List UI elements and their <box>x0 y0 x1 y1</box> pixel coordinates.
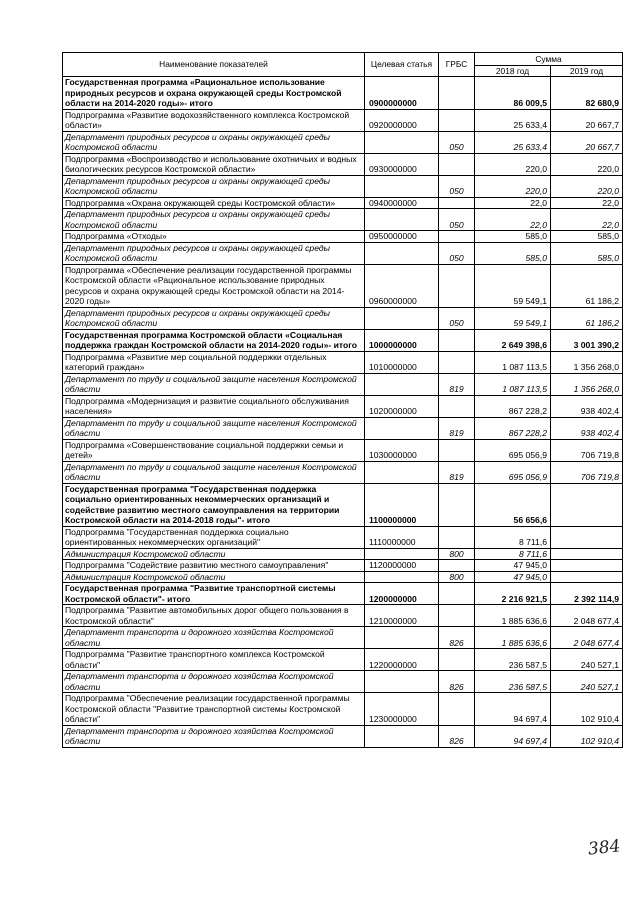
table-row <box>63 583 623 605</box>
table-row <box>63 197 623 209</box>
header-name: Наименование показателей <box>63 53 365 77</box>
cell-name: Подпрограмма «Модернизация и развитие социального обслуживания населения» <box>63 395 365 417</box>
cell-y1: 86 009,5 <box>475 77 551 110</box>
cell-name: Департамент по труду и социальной защите населения Костромской области <box>63 373 365 395</box>
cell-code <box>365 627 439 649</box>
cell-y2: 82 680,9 <box>551 77 623 110</box>
cell-name: Государственная программа "Государственная поддержка социально ориентированных некоммерческих организаций и содействие развитию местного самоуправления на территории Костромской области на 2014-2018 годы"- итого <box>63 483 365 526</box>
cell-y2: 61 186,2 <box>551 307 623 329</box>
cell-y2 <box>551 571 623 583</box>
cell-grbs: 050 <box>439 307 475 329</box>
cell-name: Подпрограмма «Совершенствование социальной поддержки семьи и детей» <box>63 439 365 461</box>
table-row <box>63 627 623 649</box>
cell-y2: 220,0 <box>551 175 623 197</box>
cell-name: Государственная программа «Рациональное использование природных ресурсов и охрана окружающей среды Костромской области на 2014-2020 годы»- итого <box>63 77 365 110</box>
table-row <box>63 461 623 483</box>
cell-y1: 236 587,5 <box>475 649 551 671</box>
cell-name: Департамент природных ресурсов и охраны окружающей среды Костромской области <box>63 242 365 264</box>
cell-y1: 47 945,0 <box>475 571 551 583</box>
cell-y1: 2 216 921,5 <box>475 583 551 605</box>
cell-name: Департамент по труду и социальной защите населения Костромской области <box>63 417 365 439</box>
cell-y2: 706 719,8 <box>551 439 623 461</box>
cell-grbs: 050 <box>439 131 475 153</box>
table-row <box>63 483 623 526</box>
cell-y2: 102 910,4 <box>551 693 623 726</box>
cell-y2: 240 527,1 <box>551 649 623 671</box>
cell-code: 0930000000 <box>365 153 439 175</box>
cell-code <box>365 242 439 264</box>
cell-grbs <box>439 439 475 461</box>
table-row <box>63 242 623 264</box>
cell-y1: 2 649 398,6 <box>475 329 551 351</box>
cell-code: 1230000000 <box>365 693 439 726</box>
cell-name: Департамент природных ресурсов и охраны окружающей среды Костромской области <box>63 131 365 153</box>
cell-grbs: 819 <box>439 417 475 439</box>
table-row <box>63 351 623 373</box>
cell-code <box>365 571 439 583</box>
cell-y1: 56 656,6 <box>475 483 551 526</box>
cell-code <box>365 548 439 560</box>
page-number: 384 <box>587 836 622 860</box>
cell-y1: 585,0 <box>475 242 551 264</box>
cell-grbs <box>439 351 475 373</box>
table-row <box>63 395 623 417</box>
cell-code: 0960000000 <box>365 264 439 307</box>
cell-code: 1220000000 <box>365 649 439 671</box>
cell-y2: 2 048 677,4 <box>551 605 623 627</box>
cell-name: Подпрограмма «Развитие водохозяйственного комплекса Костромской области» <box>63 109 365 131</box>
cell-code <box>365 209 439 231</box>
header-year-2018: 2018 год <box>475 66 551 77</box>
cell-y1: 1 087 113,5 <box>475 351 551 373</box>
cell-y2: 585,0 <box>551 242 623 264</box>
cell-code: 1010000000 <box>365 351 439 373</box>
cell-name: Департамент по труду и социальной защите населения Костромской области <box>63 461 365 483</box>
header-sum: Сумма <box>475 53 623 66</box>
table-row <box>63 153 623 175</box>
cell-y2: 938 402,4 <box>551 395 623 417</box>
cell-y1: 867 228,2 <box>475 395 551 417</box>
cell-grbs <box>439 109 475 131</box>
cell-grbs <box>439 693 475 726</box>
header-code: Целевая статья <box>365 53 439 77</box>
table-row <box>63 649 623 671</box>
table-row <box>63 693 623 726</box>
cell-y1: 22,0 <box>475 197 551 209</box>
cell-name: Государственная программа Костромской области «Социальная поддержка граждан Костромской области на 2014-2020 годы»- итого <box>63 329 365 351</box>
cell-y1: 695 056,9 <box>475 439 551 461</box>
cell-name: Департамент транспорта и дорожного хозяйства Костромской области <box>63 671 365 693</box>
cell-y2: 220,0 <box>551 153 623 175</box>
cell-code <box>365 175 439 197</box>
cell-name: Подпрограмма "Развитие транспортного комплекса Костромской области" <box>63 649 365 671</box>
cell-name: Подпрограмма "Содействие развитию местного самоуправления" <box>63 560 365 572</box>
cell-code: 1200000000 <box>365 583 439 605</box>
header-grbs: ГРБС <box>439 53 475 77</box>
cell-grbs <box>439 153 475 175</box>
cell-code <box>365 725 439 747</box>
cell-y2 <box>551 483 623 526</box>
cell-grbs <box>439 77 475 110</box>
cell-code: 0900000000 <box>365 77 439 110</box>
cell-y2 <box>551 548 623 560</box>
cell-y1: 22,0 <box>475 209 551 231</box>
cell-y2 <box>551 526 623 548</box>
cell-grbs <box>439 264 475 307</box>
cell-grbs: 819 <box>439 373 475 395</box>
cell-name: Подпрограмма «Обеспечение реализации государственной программы Костромской области «Рациональное использование природных ресурсов и охрана окружающей среды Костромской области на 2014-2020 годы» <box>63 264 365 307</box>
cell-y2: 706 719,8 <box>551 461 623 483</box>
cell-grbs: 819 <box>439 461 475 483</box>
cell-code: 0950000000 <box>365 231 439 243</box>
cell-grbs: 826 <box>439 671 475 693</box>
table-row <box>63 77 623 110</box>
cell-code <box>365 671 439 693</box>
table-body <box>63 77 623 748</box>
cell-y1: 236 587,5 <box>475 671 551 693</box>
table-row <box>63 417 623 439</box>
cell-code <box>365 461 439 483</box>
table-row <box>63 209 623 231</box>
cell-grbs <box>439 649 475 671</box>
table-row <box>63 671 623 693</box>
cell-y1: 585,0 <box>475 231 551 243</box>
cell-y1: 1 885 636,6 <box>475 605 551 627</box>
table-row <box>63 560 623 572</box>
cell-y2: 22,0 <box>551 209 623 231</box>
cell-grbs: 800 <box>439 571 475 583</box>
cell-y2: 20 667,7 <box>551 109 623 131</box>
cell-name: Департамент транспорта и дорожного хозяйства Костромской области <box>63 725 365 747</box>
table-row <box>63 264 623 307</box>
table-row <box>63 526 623 548</box>
cell-y2: 22,0 <box>551 197 623 209</box>
cell-grbs <box>439 197 475 209</box>
cell-y1: 25 633,4 <box>475 109 551 131</box>
cell-grbs: 050 <box>439 175 475 197</box>
cell-grbs <box>439 583 475 605</box>
cell-code: 1030000000 <box>365 439 439 461</box>
cell-code <box>365 373 439 395</box>
table-row <box>63 439 623 461</box>
cell-y2: 2 392 114,9 <box>551 583 623 605</box>
table-row <box>63 548 623 560</box>
cell-y1: 94 697,4 <box>475 725 551 747</box>
cell-name: Подпрограмма "Государственная поддержка социально ориентированных некоммерческих организаций" <box>63 526 365 548</box>
cell-grbs: 050 <box>439 242 475 264</box>
cell-code <box>365 131 439 153</box>
cell-y2: 1 356 268,0 <box>551 373 623 395</box>
cell-code: 1000000000 <box>365 329 439 351</box>
table-row <box>63 231 623 243</box>
cell-name: Администрация Костромской области <box>63 548 365 560</box>
cell-grbs <box>439 560 475 572</box>
table-row <box>63 373 623 395</box>
cell-y2: 1 356 268,0 <box>551 351 623 373</box>
cell-name: Подпрограмма «Охрана окружающей среды Костромской области» <box>63 197 365 209</box>
cell-code: 1020000000 <box>365 395 439 417</box>
cell-y2: 20 667,7 <box>551 131 623 153</box>
cell-y2: 585,0 <box>551 231 623 243</box>
cell-name: Подпрограмма «Воспроизводство и использование охотничьих и водных биологических ресурсов Костромской области» <box>63 153 365 175</box>
cell-name: Департамент природных ресурсов и охраны окружающей среды Костромской области <box>63 175 365 197</box>
cell-y1: 220,0 <box>475 153 551 175</box>
cell-y1: 59 549,1 <box>475 307 551 329</box>
cell-y1: 47 945,0 <box>475 560 551 572</box>
cell-name: Департамент природных ресурсов и охраны окружающей среды Костромской области <box>63 209 365 231</box>
cell-name: Государственная программа "Развитие транспортной системы Костромской области"- итого <box>63 583 365 605</box>
table-row <box>63 175 623 197</box>
table-row <box>63 131 623 153</box>
cell-code: 1110000000 <box>365 526 439 548</box>
cell-y1: 8 711,6 <box>475 548 551 560</box>
cell-y1: 220,0 <box>475 175 551 197</box>
table-row <box>63 571 623 583</box>
cell-grbs <box>439 231 475 243</box>
table-row <box>63 605 623 627</box>
cell-y2: 3 001 390,2 <box>551 329 623 351</box>
cell-grbs <box>439 329 475 351</box>
cell-y2: 938 402,4 <box>551 417 623 439</box>
cell-code: 1120000000 <box>365 560 439 572</box>
cell-grbs <box>439 605 475 627</box>
budget-table <box>62 52 623 748</box>
cell-code: 1210000000 <box>365 605 439 627</box>
cell-name: Департамент природных ресурсов и охраны окружающей среды Костромской области <box>63 307 365 329</box>
cell-code: 1100000000 <box>365 483 439 526</box>
cell-name: Подпрограмма "Развитие автомобильных дорог общего пользования в Костромской области" <box>63 605 365 627</box>
cell-y2 <box>551 560 623 572</box>
cell-code: 0920000000 <box>365 109 439 131</box>
cell-name: Подпрограмма «Развитие мер социальной поддержки отдельных категорий граждан» <box>63 351 365 373</box>
cell-name: Администрация Костромской области <box>63 571 365 583</box>
header-year-2019: 2019 год <box>551 66 623 77</box>
table-row <box>63 329 623 351</box>
cell-name: Департамент транспорта и дорожного хозяйства Костромской области <box>63 627 365 649</box>
cell-code <box>365 417 439 439</box>
cell-y1: 1 885 636,6 <box>475 627 551 649</box>
cell-y1: 867 228,2 <box>475 417 551 439</box>
table-row <box>63 307 623 329</box>
cell-name: Подпрограмма «Отходы» <box>63 231 365 243</box>
cell-y1: 25 633,4 <box>475 131 551 153</box>
cell-code <box>365 307 439 329</box>
cell-grbs: 826 <box>439 725 475 747</box>
cell-y1: 695 056,9 <box>475 461 551 483</box>
cell-y2: 61 186,2 <box>551 264 623 307</box>
cell-grbs <box>439 526 475 548</box>
cell-name: Подпрограмма "Обеспечение реализации государственной программы Костромской области "Развитие транспортной системы Костромской области" <box>63 693 365 726</box>
cell-y1: 59 549,1 <box>475 264 551 307</box>
cell-code: 0940000000 <box>365 197 439 209</box>
cell-y1: 94 697,4 <box>475 693 551 726</box>
document-page <box>62 52 622 748</box>
cell-y2: 102 910,4 <box>551 725 623 747</box>
cell-grbs <box>439 395 475 417</box>
cell-y1: 1 087 113,5 <box>475 373 551 395</box>
cell-y2: 2 048 677,4 <box>551 627 623 649</box>
table-row <box>63 725 623 747</box>
cell-grbs: 050 <box>439 209 475 231</box>
cell-y2: 240 527,1 <box>551 671 623 693</box>
cell-y1: 8 711,6 <box>475 526 551 548</box>
cell-grbs: 826 <box>439 627 475 649</box>
cell-grbs: 800 <box>439 548 475 560</box>
table-row <box>63 109 623 131</box>
cell-grbs <box>439 483 475 526</box>
